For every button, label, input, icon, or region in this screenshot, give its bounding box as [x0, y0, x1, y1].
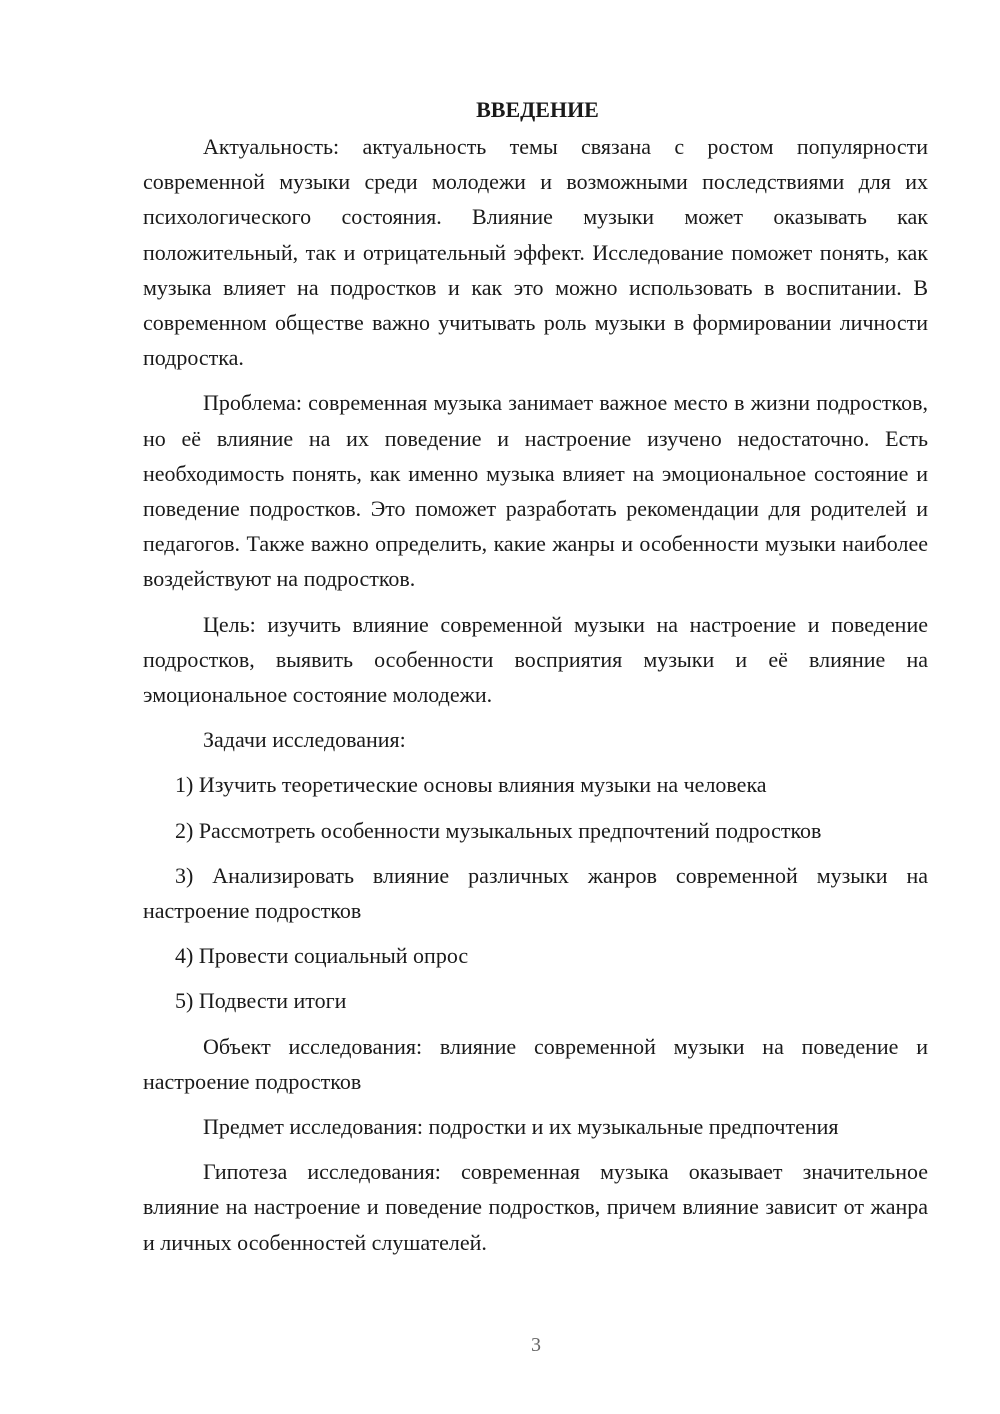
list-item: 4) Провести социальный опрос: [175, 943, 469, 969]
list-item: 5) Подвести итоги: [175, 988, 347, 1014]
section-title: ВВЕДЕНИЕ: [476, 97, 599, 122]
hypothesis-paragraph: Гипотеза исследования: современная музыка оказывает значительное влияние на настроение и поведение подростков, причем влияние зависит от жанра и личных особенностей слушателей.: [143, 1159, 928, 1255]
goal-paragraph: Цель: изучить влияние современной музыки на настроение и поведение подростков, выявить особенности восприятия музыки и её влияние на эмоциональное состояние молодежи.: [143, 611, 928, 708]
document-body: [143, 92, 928, 1270]
tasks-list: [143, 767, 928, 1018]
tasks-heading: Задачи исследования:: [203, 727, 406, 753]
problem-paragraph: Проблема: современная музыка занимает важное место в жизни подростков, но её влияние на их поведение и настроение изучено недостаточно. Есть необходимость понять, как именно музыка влияет на эмоциональное состояние и поведение подростков. Это поможет разработать рекомендации для родителей и педагогов. Также важно определить, какие жанры и особенности музыки наиболее воздействуют на подростков.: [143, 390, 928, 592]
list-item: 3) Анализировать влияние различных жанров современной музыки на настроение подростков: [143, 862, 928, 924]
relevance-paragraph: Актуальность: актуальность темы связана с ростом популярности современной музыки среди молодежи и возможными последствиями для их психологического состояния. Влияние музыки может оказывать как положительный, так и отрицательный эффект. Исследование поможет понять, как музыка влияет на подростков и как это можно использовать в воспитании. В современном обществе важно учитывать роль музыки в формировании личности подростка.: [143, 134, 928, 371]
page-number: 3: [531, 1334, 541, 1356]
list-item: 1) Изучить теоретические основы влияния музыки на человека: [175, 772, 767, 798]
list-item: 2) Рассмотреть особенности музыкальных предпочтений подростков: [175, 817, 822, 843]
object-paragraph: Объект исследования: влияние современной музыки на поведение и настроение подростков: [143, 1033, 928, 1094]
subject-paragraph: Предмет исследования: подростки и их музыкальные предпочтения: [203, 1114, 839, 1140]
